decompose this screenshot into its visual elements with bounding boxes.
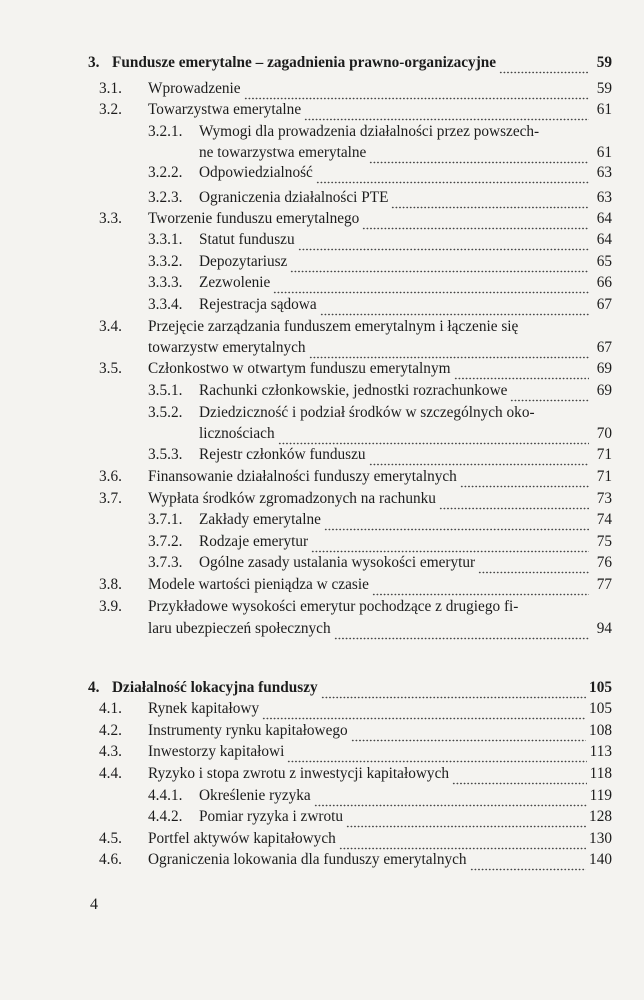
toc-entry-number: 3.7.3. (148, 554, 183, 571)
dot-leader (324, 517, 589, 531)
toc-entry-number: 3.2.1. (148, 123, 183, 140)
dot-leader (470, 857, 586, 871)
toc-entry-page: 73 (596, 490, 612, 507)
dot-leader (244, 86, 589, 100)
toc-entry-number: 3.7.2. (148, 533, 183, 550)
dot-leader (321, 685, 586, 699)
toc-entry-number: 4. (88, 679, 100, 696)
toc-entry-page: 119 (589, 787, 612, 804)
toc-entry-number: 3.2.3. (148, 189, 183, 206)
dot-leader (439, 496, 589, 510)
toc-entry-page: 71 (596, 446, 612, 463)
toc-entry-number: 3.4. (99, 318, 122, 335)
toc-entry-number: 3.3.1. (148, 231, 183, 248)
dot-leader (452, 771, 587, 785)
toc-entry-page: 94 (596, 620, 612, 637)
toc-entry-number: 4.2. (99, 722, 122, 739)
toc-entry-number: 3. (88, 54, 100, 71)
toc-entry-title-continued: laru ubezpieczeń społecznych (148, 620, 331, 637)
toc-entry-title: Instrumenty rynku kapitałowego (148, 722, 348, 739)
page-number: 4 (90, 896, 98, 913)
toc-entry-page: 128 (589, 808, 612, 825)
toc-entry-title: Przejęcie zarządzania funduszem emerytalnym i łączenie się (148, 318, 519, 335)
toc-entry-title: Przykładowe wysokości emerytur pochodzące z drugiego fi- (148, 598, 519, 615)
dot-leader (278, 431, 589, 445)
dot-leader (309, 345, 589, 359)
dot-leader (510, 388, 589, 402)
dot-leader (391, 195, 589, 209)
toc-entry-title: Określenie ryzyka (199, 787, 311, 804)
toc-entry-title: Modele wartości pieniądza w czasie (148, 576, 369, 593)
toc-entry-title: Ograniczenia działalności PTE (199, 189, 389, 206)
toc-entry-page: 118 (589, 765, 612, 782)
toc-entry-number: 4.4. (99, 765, 122, 782)
toc-entry-title: Rachunki członkowskie, jednostki rozrachunkowe (199, 382, 508, 399)
toc-entry-page: 113 (589, 743, 612, 760)
toc-entry-page: 64 (596, 210, 612, 227)
toc-entry-number: 3.6. (99, 468, 122, 485)
toc-entry-number: 4.3. (99, 743, 122, 760)
toc-entry-number: 3.1. (99, 80, 122, 97)
dot-leader (320, 302, 589, 316)
toc-entry-page: 77 (596, 576, 612, 593)
toc-entry-number: 4.5. (99, 830, 122, 847)
toc-entry-number: 3.2.2. (148, 164, 183, 181)
toc-entry-title: Pomiar ryzyka i zwrotu (199, 808, 344, 825)
dot-leader (362, 216, 589, 230)
toc-entry-title: Wymogi dla prowadzenia działalności przez powszech- (199, 123, 540, 140)
toc-entry-title: Ryzyko i stopa zwrotu z inwestycji kapitałowych (148, 765, 450, 782)
toc-entry-title: Finansowanie działalności funduszy emerytalnych (148, 468, 457, 485)
toc-entry-number: 3.3. (99, 210, 122, 227)
toc-entry-page: 69 (596, 382, 612, 399)
toc-entry-title: Działalność lokacyjna funduszy (112, 679, 318, 696)
toc-entry-title: Statut funduszu (199, 231, 295, 248)
toc-entry-page: 66 (596, 274, 612, 291)
toc-entry-title: Rynek kapitałowy (148, 700, 260, 717)
toc-entry-page: 130 (589, 830, 612, 847)
toc-entry-title: Zakłady emerytalne (199, 511, 321, 528)
dot-leader (298, 237, 589, 251)
toc-entry-page: 105 (589, 700, 612, 717)
dot-leader (460, 474, 589, 488)
toc-entry-number: 3.5.1. (148, 382, 183, 399)
toc-entry-title: Depozytariusz (199, 253, 288, 270)
toc-entry-page: 64 (596, 231, 612, 248)
toc-entry-page: 75 (596, 533, 612, 550)
toc-entry-title: Wypłata środków zgromadzonych na rachunku (148, 490, 436, 507)
toc-entry-title: Portfel aktywów kapitałowych (148, 830, 336, 847)
dot-leader (346, 814, 586, 828)
dot-leader (339, 836, 586, 850)
toc-entry-title: Towarzystwa emerytalne (148, 101, 302, 118)
toc-entry-number: 3.5. (99, 360, 122, 377)
toc-entry-page: 71 (596, 468, 612, 485)
dot-leader (334, 626, 589, 640)
dot-leader (316, 170, 589, 184)
toc-entry-title: Rodzaje emerytur (199, 533, 309, 550)
dot-leader (372, 582, 589, 596)
toc-entry-page: 63 (596, 164, 612, 181)
toc-entry-title: Ograniczenia lokowania dla funduszy emerytalnych (148, 851, 467, 868)
dot-leader (311, 539, 589, 553)
toc-entry-title: Rejestr członków funduszu (199, 446, 366, 463)
toc-entry-title: Tworzenie funduszu emerytalnego (148, 210, 360, 227)
toc-entry-number: 3.7. (99, 490, 122, 507)
toc-entry-page: 67 (596, 296, 612, 313)
toc-entry-title: Członkostwo w otwartym funduszu emerytalnym (148, 360, 451, 377)
dot-leader (290, 259, 589, 273)
toc-entry-number: 3.2. (99, 101, 122, 118)
toc-entry-title: Fundusze emerytalne – zagadnienia prawno-organizacyjne (112, 54, 497, 71)
toc-entry-number: 4.1. (99, 700, 122, 717)
toc-entry-title-continued: ne towarzystwa emerytalne (199, 144, 367, 161)
dot-leader (351, 728, 586, 742)
toc-entry-number: 3.9. (99, 598, 122, 615)
toc-entry-title: Odpowiedzialność (199, 164, 313, 181)
toc-entry-title: Wprowadzenie (148, 80, 241, 97)
dot-leader (478, 560, 589, 574)
toc-entry-page: 63 (596, 189, 612, 206)
dot-leader (287, 749, 586, 763)
toc-entry-page: 74 (596, 511, 612, 528)
dot-leader (262, 706, 586, 720)
toc-entry-number: 3.3.2. (148, 253, 183, 270)
toc-entry-title: Inwestorzy kapitałowi (148, 743, 285, 760)
toc-entry-number: 3.5.3. (148, 446, 183, 463)
dot-leader (369, 452, 589, 466)
toc-entry-title: Dziedziczność i podział środków w szczególnych oko- (199, 404, 535, 421)
toc-entry-number: 4.6. (99, 851, 122, 868)
toc-entry-number: 3.3.3. (148, 274, 183, 291)
toc-entry-number: 3.5.2. (148, 404, 183, 421)
toc-entry-title: Zezwolenie (199, 274, 271, 291)
toc-entry-page: 108 (589, 722, 612, 739)
dot-leader (314, 793, 587, 807)
dot-leader (499, 60, 589, 74)
toc-entry-page: 59 (596, 54, 612, 71)
toc-entry-page: 61 (596, 101, 612, 118)
toc-entry-page: 140 (589, 851, 612, 868)
toc-entry-page: 61 (596, 144, 612, 161)
toc-entry-page: 59 (596, 80, 612, 97)
toc-entry-page: 70 (596, 425, 612, 442)
toc-entry-title-continued: towarzystw emerytalnych (148, 339, 306, 356)
toc-entry-page: 76 (596, 554, 612, 571)
dot-leader (454, 366, 590, 380)
dot-leader (273, 280, 589, 294)
toc-entry-number: 3.8. (99, 576, 122, 593)
toc-entry-page: 105 (589, 679, 612, 696)
toc-entry-number: 4.4.2. (148, 808, 183, 825)
dot-leader (304, 107, 589, 121)
toc-entry-number: 3.3.4. (148, 296, 183, 313)
toc-entry-number: 3.7.1. (148, 511, 183, 528)
toc-entry-page: 67 (596, 339, 612, 356)
toc-entry-title: Ogólne zasady ustalania wysokości emerytur (199, 554, 476, 571)
toc-entry-title-continued: licznościach (199, 425, 275, 442)
toc-entry-page: 69 (596, 360, 612, 377)
toc-entry-page: 65 (596, 253, 612, 270)
toc-entry-number: 4.4.1. (148, 787, 183, 804)
toc-entry-title: Rejestracja sądowa (199, 296, 317, 313)
